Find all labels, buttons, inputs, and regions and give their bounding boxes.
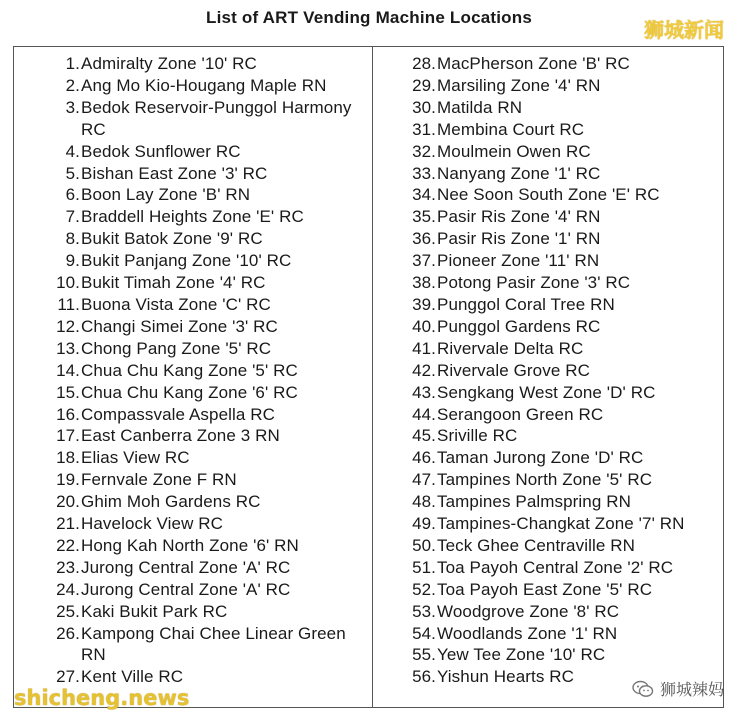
location-number: 23.: [56, 557, 80, 577]
location-number: 33.: [412, 163, 436, 183]
location-item: [14, 360, 372, 382]
location-item: [373, 557, 723, 579]
watermark-bottom-left: shicheng.news: [14, 686, 190, 710]
page-title: List of ART Vending Machine Locations: [205, 8, 532, 27]
location-name: Jurong Central Zone 'A' RC: [81, 579, 291, 599]
location-number: 55.: [412, 645, 436, 665]
location-item: [373, 623, 723, 645]
location-item: [14, 163, 372, 185]
location-item: [14, 250, 372, 272]
location-item: [14, 623, 372, 667]
location-name: Nanyang Zone '1' RC: [437, 163, 601, 183]
watermark-bottom-right: [632, 677, 724, 700]
location-item: [373, 75, 723, 97]
location-number: 13.: [56, 338, 80, 358]
location-name: Hong Kah North Zone '6' RN: [81, 535, 299, 555]
location-number: 43.: [412, 382, 436, 402]
location-number: 12.: [56, 316, 80, 336]
location-number: 15.: [56, 382, 80, 402]
location-name: MacPherson Zone 'B' RC: [437, 54, 630, 73]
location-name: Buona Vista Zone 'C' RC: [81, 294, 271, 314]
location-name: Havelock View RC: [81, 514, 224, 534]
location-name: Bukit Panjang Zone '10' RC: [81, 251, 292, 271]
location-number: 35.: [412, 207, 436, 227]
location-item: [373, 97, 723, 119]
location-name: Moulmein Owen RC: [437, 141, 591, 161]
location-name: Pasir Ris Zone '1' RN: [437, 229, 601, 249]
location-number: 41.: [412, 338, 436, 358]
location-name: Punggol Coral Tree RN: [437, 294, 615, 314]
location-name: Compassvale Aspella RC: [81, 404, 276, 424]
location-number: 52.: [412, 579, 436, 599]
location-number: 32.: [412, 141, 436, 161]
location-number: 14.: [56, 360, 80, 380]
location-name: Tampines North Zone '5' RC: [437, 470, 653, 490]
locations-table: [13, 46, 724, 708]
location-item: [14, 206, 372, 228]
location-item: [373, 184, 723, 206]
location-item: [373, 579, 723, 601]
location-name: Bukit Timah Zone '4' RC: [81, 273, 266, 293]
location-name: Marsiling Zone '4' RN: [437, 75, 601, 95]
location-number: 26.: [56, 623, 80, 643]
location-number: 54.: [412, 623, 436, 643]
location-item: [373, 404, 723, 426]
location-name: Woodgrove Zone '8' RC: [437, 601, 620, 621]
location-item: [373, 644, 723, 666]
location-name: Elias View RC: [81, 448, 190, 468]
location-number: 47.: [412, 470, 436, 490]
location-number: 37.: [412, 251, 436, 271]
location-item: [14, 294, 372, 316]
location-name: Bedok Sunflower RC: [81, 141, 241, 161]
location-number: 38.: [412, 273, 436, 293]
location-item: [373, 141, 723, 163]
location-name: Chua Chu Kang Zone '5' RC: [81, 360, 298, 380]
location-number: 56.: [412, 667, 436, 687]
location-number: 34.: [412, 185, 436, 205]
location-name: Boon Lay Zone 'B' RN: [81, 185, 251, 205]
location-name: Woodlands Zone '1' RN: [437, 623, 618, 643]
location-name: Kaki Bukit Park RC: [81, 601, 228, 621]
location-name: Chong Pang Zone '5' RC: [81, 338, 272, 358]
location-name: Bedok Reservoir-Punggol Harmony RC: [81, 97, 352, 139]
location-number: 19.: [56, 470, 80, 490]
location-number: 51.: [412, 557, 436, 577]
location-number: 31.: [412, 119, 436, 139]
location-name: Sengkang West Zone 'D' RC: [437, 382, 656, 402]
location-item: [373, 469, 723, 491]
location-item: [14, 404, 372, 426]
location-number: 1.: [65, 54, 80, 73]
location-item: [14, 535, 372, 557]
location-number: 4.: [65, 141, 80, 161]
location-name: Membina Court RC: [437, 119, 585, 139]
location-name: East Canberra Zone 3 RN: [81, 426, 280, 446]
location-item: [373, 228, 723, 250]
location-number: 10.: [56, 273, 80, 293]
location-number: 44.: [412, 404, 436, 424]
location-item: [373, 601, 723, 623]
location-name: Tampines-Changkat Zone '7' RN: [437, 514, 685, 534]
location-number: 16.: [56, 404, 80, 424]
location-item: [373, 250, 723, 272]
location-item: [373, 360, 723, 382]
location-name: Serangoon Green RC: [437, 404, 604, 424]
location-item: [373, 491, 723, 513]
location-name: Pioneer Zone '11' RN: [437, 251, 600, 271]
location-item: [14, 447, 372, 469]
location-name: Yishun Hearts RC: [437, 667, 575, 687]
wechat-icon: [632, 680, 654, 698]
location-name: Punggol Gardens RC: [437, 316, 601, 336]
location-name: Tampines Palmspring RN: [437, 492, 631, 512]
location-number: 6.: [65, 185, 80, 205]
location-item: [14, 601, 372, 623]
location-number: 11.: [57, 294, 80, 314]
location-item: [373, 316, 723, 338]
location-number: 9.: [65, 251, 80, 271]
location-number: 24.: [56, 579, 80, 599]
location-name: Potong Pasir Zone '3' RC: [437, 273, 631, 293]
left-location-list: [14, 53, 372, 688]
left-column: [14, 47, 373, 707]
location-name: Jurong Central Zone 'A' RC: [81, 557, 291, 577]
location-name: Nee Soon South Zone 'E' RC: [437, 185, 660, 205]
location-item: [373, 447, 723, 469]
location-item: [14, 97, 372, 141]
location-item: [373, 338, 723, 360]
location-number: 25.: [56, 601, 80, 621]
location-item: [14, 228, 372, 250]
location-number: 36.: [412, 229, 436, 249]
location-item: [14, 141, 372, 163]
location-item: [14, 491, 372, 513]
location-number: 45.: [412, 426, 436, 446]
watermark-bottom-right-text: 狮城辣妈: [659, 680, 724, 699]
location-number: 22.: [56, 535, 80, 555]
location-number: 50.: [412, 535, 436, 555]
location-number: 17.: [56, 426, 80, 446]
location-number: 39.: [412, 294, 436, 314]
location-number: 48.: [412, 492, 436, 512]
location-name: Kent Ville RC: [81, 667, 184, 687]
watermark-top-right: 狮城新闻: [644, 18, 724, 42]
location-name: Kampong Chai Chee Linear Green RN: [81, 623, 346, 665]
location-item: [14, 513, 372, 535]
right-location-list: [373, 53, 723, 688]
location-item: [14, 338, 372, 360]
location-number: 49.: [412, 514, 436, 534]
location-name: Rivervale Delta RC: [437, 338, 584, 358]
location-name: Braddell Heights Zone 'E' RC: [81, 207, 304, 227]
location-name: Ang Mo Kio-Hougang Maple RN: [81, 75, 327, 95]
location-number: 7.: [65, 207, 80, 227]
location-item: [14, 272, 372, 294]
location-item: [373, 163, 723, 185]
location-name: Bukit Batok Zone '9' RC: [81, 229, 263, 249]
location-number: 2.: [65, 75, 80, 95]
location-name: Changi Simei Zone '3' RC: [81, 316, 278, 336]
location-item: [14, 75, 372, 97]
location-number: 5.: [65, 163, 80, 183]
location-item: [14, 382, 372, 404]
location-number: 30.: [412, 97, 436, 117]
location-item: [373, 425, 723, 447]
location-item: [373, 513, 723, 535]
location-item: [373, 535, 723, 557]
location-number: 46.: [412, 448, 436, 468]
location-name: Admiralty Zone '10' RC: [81, 54, 257, 73]
location-number: 28.: [412, 54, 436, 73]
location-name: Toa Payoh East Zone '5' RC: [437, 579, 653, 599]
location-number: 40.: [412, 316, 436, 336]
location-number: 27.: [56, 667, 80, 687]
location-name: Rivervale Grove RC: [437, 360, 590, 380]
location-item: [14, 557, 372, 579]
location-item: [373, 382, 723, 404]
location-name: Sriville RC: [437, 426, 518, 446]
location-name: Taman Jurong Zone 'D' RC: [437, 448, 644, 468]
location-name: Bishan East Zone '3' RC: [81, 163, 268, 183]
location-name: Pasir Ris Zone '4' RN: [437, 207, 601, 227]
location-item: [373, 294, 723, 316]
location-item: [14, 316, 372, 338]
location-number: 18.: [56, 448, 80, 468]
location-number: 8.: [65, 229, 80, 249]
location-item: [14, 184, 372, 206]
location-number: 20.: [56, 492, 80, 512]
location-item: [373, 272, 723, 294]
location-name: Matilda RN: [437, 97, 523, 117]
location-item: [373, 206, 723, 228]
location-name: Ghim Moh Gardens RC: [81, 492, 261, 512]
location-item: [373, 119, 723, 141]
location-item: [14, 469, 372, 491]
location-name: Teck Ghee Centraville RN: [437, 535, 635, 555]
location-number: 21.: [56, 514, 80, 534]
location-name: Fernvale Zone F RN: [81, 470, 237, 490]
location-number: 53.: [412, 601, 436, 621]
location-item: [373, 53, 723, 75]
location-item: [14, 579, 372, 601]
location-number: 42.: [412, 360, 436, 380]
location-name: Toa Payoh Central Zone '2' RC: [437, 557, 674, 577]
location-item: [14, 425, 372, 447]
location-name: Chua Chu Kang Zone '6' RC: [81, 382, 298, 402]
location-number: 3.: [65, 97, 80, 117]
right-column: [373, 47, 723, 707]
location-name: Yew Tee Zone '10' RC: [437, 645, 606, 665]
location-number: 29.: [412, 75, 436, 95]
location-item: [14, 53, 372, 75]
location-item: [14, 666, 372, 688]
